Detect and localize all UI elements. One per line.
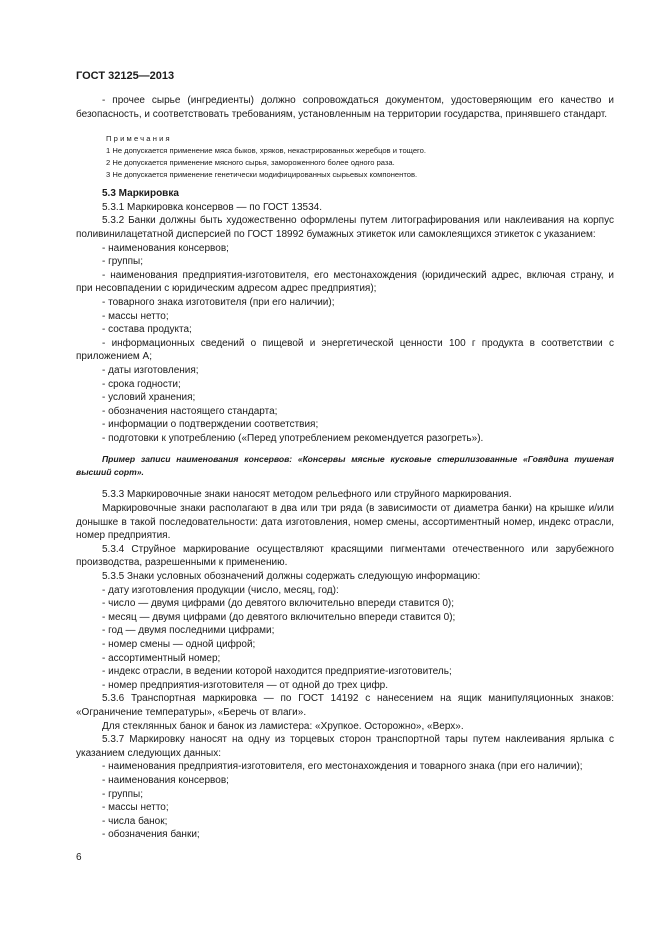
list-item: - массы нетто; [102,310,169,322]
paragraph-5-3-5: 5.3.5 Знаки условных обозначений должны содержать следующую информацию: [102,571,481,583]
list-item: - информационных сведений о пищевой и энергетической ценности 100 г продукта в соответствии с приложением А; [76,337,614,363]
paragraph-5-3-3: 5.3.3 Маркировочные знаки наносят методом рельефного или струйного маркирования. [102,489,512,501]
intro-paragraph: - прочее сырье (ингредиенты) должно сопровождаться документом, удостоверяющим его качество и безопасность, и соответствовать требованиям, установленным на территории государства, принявшего стандарт. [76,95,614,120]
paragraph-5-3-2: 5.3.2 Банки должны быть художественно оформлены путем литографирования или наклеивания на корпус поливинилацетатной дисперсией по ГОСТ 18992 бумажных этикеток или самоклеящихся этикеток с указанием: [76,215,614,240]
paragraph-marking: Маркировочные знаки располагают в два или три ряда (в зависимости от диаметра банки) на крышке и/или донышке в такой последовательности: дата изготовления, номер смены, ассортиментный номер, индекс отрасли, номер предприятия. [76,503,614,542]
note-item: 1 Не допускается применение мяса быков, хряков, некастрированных жеребцов и тощего. [106,146,426,156]
paragraph-5-3-6: 5.3.6 Транспортная маркировка — по ГОСТ 14192 с нанесением на ящик манипуляционных знаков: «Ограничение температуры», «Беречь от влаги». [76,693,614,718]
note-item: 2 Не допускается применение мясного сырья, замороженного более одного раза. [106,158,395,168]
page-number: 6 [76,852,82,863]
list-item: - месяц — двумя цифрами (до девятого включительно впереди ставится 0); [102,611,456,623]
list-item: - даты изготовления; [102,364,199,376]
example-text: Пример записи наименования консервов: «Консервы мясные кусковые стерилизованные «Говядина тушеная высший сорт». [76,454,614,478]
list-item: - массы нетто; [102,802,169,814]
notes-block [76,133,614,181]
list-item: - индекс отрасли, в ведении которой находится предприятие-изготовитель; [102,666,452,678]
paragraph-5-3-1: 5.3.1 Маркировка консервов — по ГОСТ 13534. [102,201,322,213]
document-body [76,94,614,842]
paragraph-glass: Для стеклянных банок и банок из ламистера: «Хрупкое. Осторожно», «Верх». [102,720,464,732]
paragraph-5-3-4: 5.3.4 Струйное маркирование осуществляют красящими пигментами отечественного или зарубежного производства, разрешенными к применению. [76,543,614,569]
list-item: - номер смены — одной цифрой; [102,639,256,650]
list-item: - наименования консервов; [102,774,229,786]
list-item: - группы; [102,256,144,268]
list-item: - состава продукта; [102,324,192,336]
note-item: 3 Не допускается применение генетически модифицированных сырьевых компонентов. [106,170,418,180]
notes-title: Примечания [106,134,172,144]
section-heading: 5.3 Маркировка [102,188,179,200]
paragraph-5-3-7: 5.3.7 Маркировку наносят на одну из торцевых сторон транспортной тары путем наклеивания ярлыка с указанием следующих данных: [76,734,614,759]
list-item: - обозначения банки; [102,829,200,841]
list-item: - наименования предприятия-изготовителя, его местонахождения и товарного знака (при его наличии); [102,761,583,773]
list-item: - наименования предприятия-изготовителя, его местонахождения (юридический адрес, включая страну, и при несовпадении с юридическим адресом адрес предприятия); [76,269,614,295]
document-header: ГОСТ 32125—2013 [76,70,175,82]
list-item: - группы; [102,788,144,800]
list-item: - информации о подтверждении соответствия; [102,419,319,431]
list-item: - числа банок; [102,815,168,827]
list-item: - число — двумя цифрами (до девятого включительно впереди ставится 0); [102,598,455,610]
list-item: - дату изготовления продукции (число, месяц, год): [102,584,339,596]
list-item: - обозначения настоящего стандарта; [102,405,278,417]
list-item: - товарного знака изготовителя (при его наличии); [102,296,335,308]
list-item: - наименования консервов; [102,242,229,254]
list-item: - срока годности; [102,378,181,390]
list-item: - подготовки к употреблению («Перед употреблением рекомендуется разогреть»). [102,432,484,444]
list-item: - ассортиментный номер; [102,652,221,664]
list-item: - год — двумя последними цифрами; [102,625,275,637]
list-item: - номер предприятия-изготовителя — от одной до трех цифр. [102,679,389,691]
list-item: - условий хранения; [102,392,196,404]
